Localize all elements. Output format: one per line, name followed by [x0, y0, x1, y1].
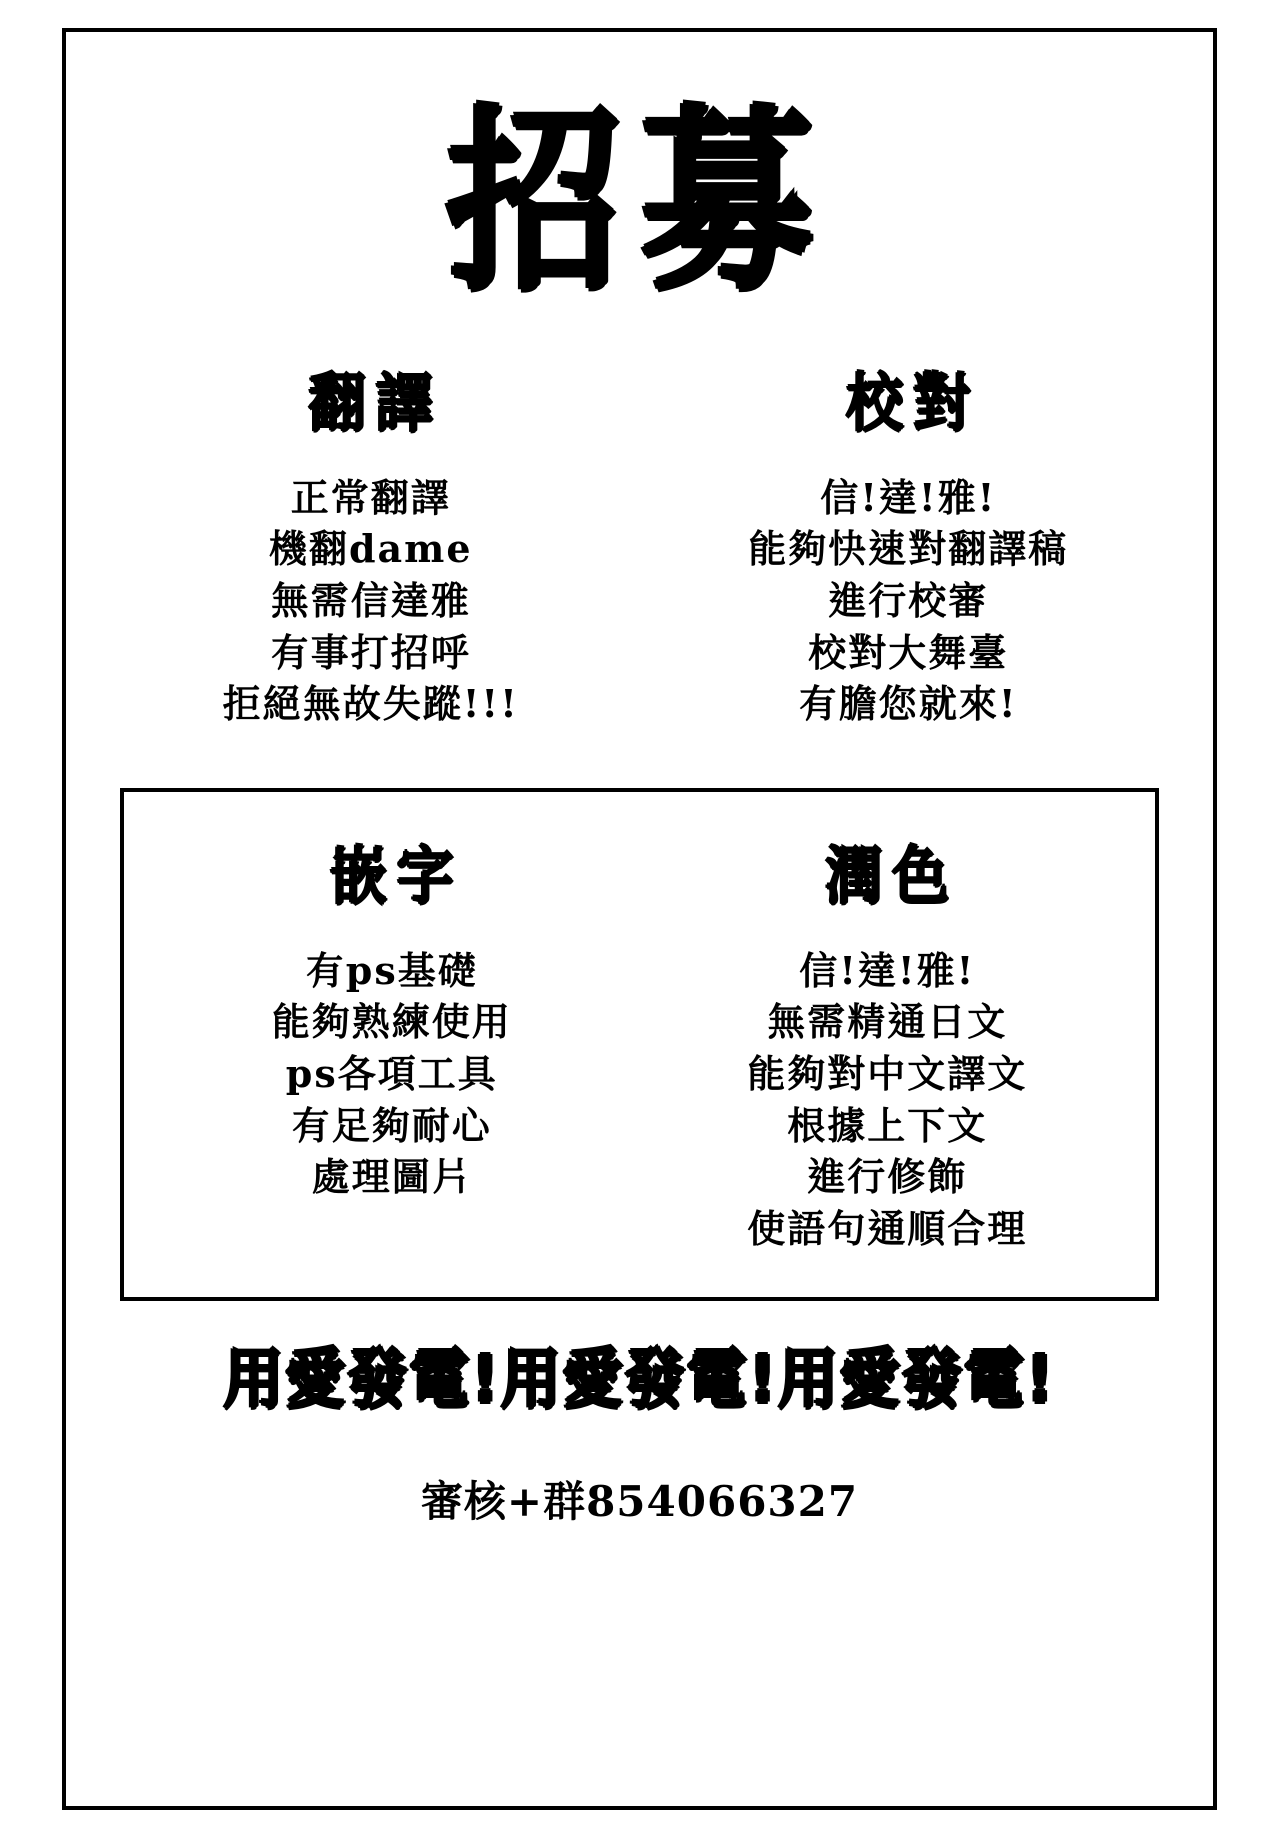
slogan: 用愛發電!用愛發電!用愛發電!: [223, 1341, 1056, 1418]
list-item: 無需信達雅: [270, 578, 471, 624]
contact-info: 審核+群854066327: [420, 1476, 859, 1526]
boxed-sections: [120, 788, 1159, 1301]
list-item: 有ps基礎: [305, 947, 478, 993]
list-item: 能夠對中文譯文: [747, 1051, 1028, 1097]
list-item: 能夠快速對翻譯稿: [748, 526, 1069, 572]
list-item: ps各項工具: [285, 1051, 498, 1097]
section-proofreading-list: [650, 472, 1166, 730]
page-title: 招募: [446, 90, 833, 318]
list-item: 機翻dame: [268, 526, 473, 572]
list-item: 有膽您就來!: [798, 681, 1018, 727]
list-item: 有事打招呼: [270, 629, 471, 675]
list-item: 使語句通順合理: [747, 1206, 1028, 1252]
section-polishing: [649, 840, 1125, 1255]
list-item: 信!達!雅!: [799, 947, 976, 993]
list-item: 根據上下文: [787, 1102, 988, 1148]
top-sections: [62, 367, 1217, 730]
list-item: 正常翻譯: [290, 474, 451, 520]
list-item: 有足夠耐心: [291, 1102, 492, 1148]
section-typesetting-heading: 嵌字: [329, 840, 464, 914]
section-typesetting: [154, 840, 630, 1203]
list-item: 處理圖片: [311, 1154, 472, 1200]
section-proofreading-heading: 校對: [846, 367, 981, 441]
list-item: 校對大舞臺: [808, 629, 1009, 675]
poster-content: [62, 28, 1217, 1810]
list-item: 能夠熟練使用: [271, 999, 512, 1045]
list-item: 無需精通日文: [767, 999, 1008, 1045]
section-translation-list: [113, 472, 629, 730]
section-translation-heading: 翻譯: [308, 367, 443, 441]
section-proofreading: [650, 367, 1166, 730]
list-item: 信!達!雅!: [820, 474, 997, 520]
list-item: 進行校審: [828, 578, 989, 624]
section-translation: [113, 367, 629, 730]
section-polishing-list: [649, 945, 1125, 1255]
section-typesetting-list: [154, 945, 630, 1203]
list-item: 拒絕無故失蹤!!!: [222, 681, 519, 727]
boxed-sections-columns: [124, 840, 1155, 1255]
section-polishing-heading: 潤色: [825, 840, 960, 914]
list-item: 進行修飾: [807, 1154, 968, 1200]
